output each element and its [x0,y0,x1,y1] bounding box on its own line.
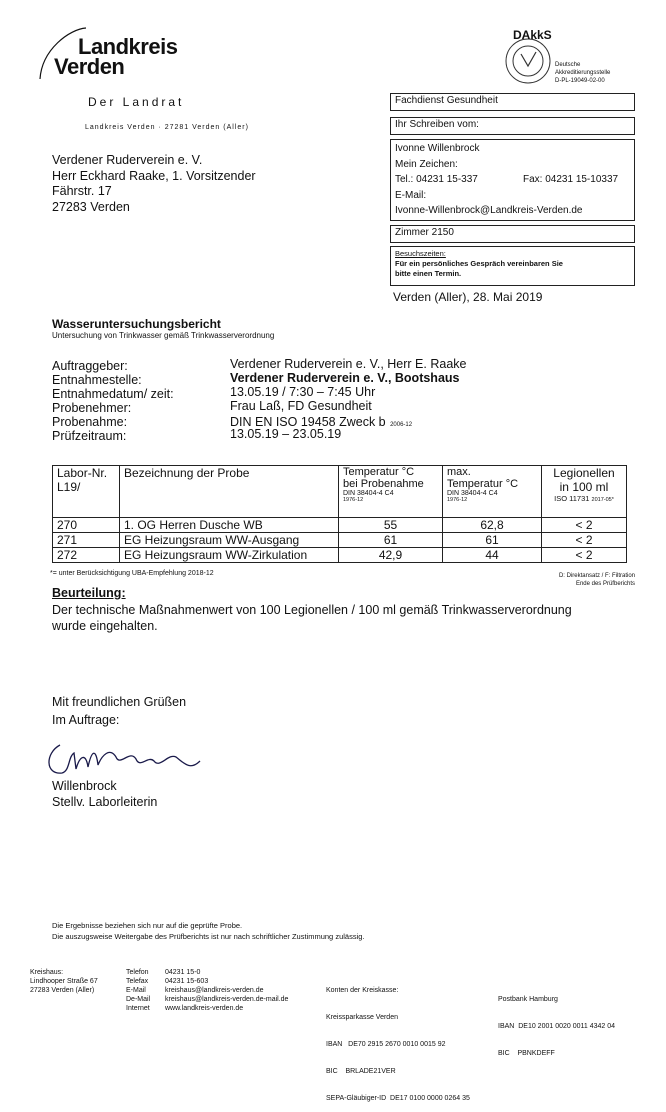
room-box [390,225,635,243]
cell-leg: < 2 [542,548,627,563]
header-max-text2: Temperatur °C [447,478,519,490]
footer-label: Internet [126,1005,150,1012]
footer-label: E-Mail [126,987,146,994]
footer-col3 [326,968,470,1112]
cell-max: 61 [443,533,542,548]
footer-col1 [30,968,98,995]
footer-line: Lindhooper Straße 67 [30,978,98,985]
report-subtitle: Untersuchung von Trinkwasser gemäß Trinkwasserverordnung [52,331,275,340]
header-max-year: 1976-12 [447,497,468,503]
field-suffix: 2006-12 [390,422,413,428]
header-leg-norm-wrap [546,494,622,503]
field-row [52,357,467,373]
table-row [53,518,627,533]
email-text: Ivonne-Willenbrock@Landkreis-Verden.de [395,205,583,216]
signer-name: Willenbrock [52,779,117,793]
footer-line: SEPA-Gläubiger-ID DE17 0100 0000 0264 35 [326,1095,470,1102]
field-value: 13.05.19 – 23.05.19 [230,427,342,441]
footer-line: BIC PBNKDEFF [498,1050,555,1057]
table-note-right1: D: Direktansatz / F: Filtration [558,573,635,579]
footer-line: Kreissparkasse Verden [326,1014,398,1021]
table-note-right2: Ende des Prüfberichts [575,581,635,587]
contact-box [390,139,635,221]
landrat-label: Der Landrat [88,95,185,109]
header-temp-text2: bei Probenahme [343,478,424,490]
footer-line: IBAN DE10 2001 0020 0011 4342 04 [498,1023,616,1030]
fax-text: Fax: 04231 15-10337 [523,174,619,185]
header-max-text1: max. [447,466,471,478]
visit-text2: bitte einen Termin. [395,269,462,278]
report-fields [52,357,467,443]
table-row [53,533,627,548]
my-sign-label: Mein Zeichen: [395,158,458,170]
logo [30,24,200,84]
field-label: Auftraggeber: [52,359,128,373]
footer-value: 04231 15-603 [165,978,209,985]
footer-line: Kreishaus: [30,969,64,976]
header-temp-text1: Temperatur °C [343,466,415,478]
field-row [52,427,342,443]
cell-desc: 1. OG Herren Dusche WB [120,518,339,533]
footer-line: Postbank Hamburg [498,996,558,1003]
header-leg-text2: in 100 ml [559,480,609,494]
results-table [52,465,627,563]
field-row [52,399,372,415]
dakks-line3: D-PL-19049-02-00 [555,78,605,84]
field-row [52,413,413,429]
sender-line: Landkreis Verden · 27281 Verden (Aller) [85,124,249,131]
recipient-address [52,153,256,215]
header-lab-nr [53,466,120,518]
footer-line: Konten der Kreiskasse: [326,987,399,994]
field-label: Entnahmestelle: [52,373,142,387]
email-label: E-Mail: [395,189,427,201]
header-temp-year: 1976-12 [343,497,364,503]
cell-temp: 42,9 [339,548,443,563]
disclaimer-line1: Die Ergebnisse beziehen sich nur auf die geprüfte Probe. [52,921,243,930]
header-temp [339,466,443,518]
dakks-name: DAkkS [513,28,552,42]
field-label: Prüfzeitraum: [52,429,127,443]
assessment-line2: wurde eingehalten. [52,619,158,633]
footer-line: BIC BRLADE21VER [326,1068,396,1075]
footer-label: Telefon [126,969,149,976]
closing-greeting: Mit freundlichen Grüßen [52,695,187,709]
header-lab-text2: L19/ [57,480,81,494]
cell-leg: < 2 [542,533,627,548]
dakks-logo [503,28,633,98]
cell-leg: < 2 [542,518,627,533]
field-label: Probenahme: [52,415,128,429]
footer-value: 04231 15-0 [165,969,201,976]
cell-temp: 55 [339,518,443,533]
visit-label: Besuchszeiten: [395,249,446,258]
contact-name: Ivonne Willenbrock [395,143,480,154]
logo-bottom-text: Verden [54,54,125,79]
your-letter-text: Ihr Schreiben vom: [395,119,479,130]
signature [40,735,210,785]
footer-col2-labels [126,968,150,1013]
recipient-line1: Verdener Ruderverein e. V. [52,153,203,167]
header-desc [120,466,339,518]
room-text: Zimmer 2150 [395,227,454,238]
header-leg-text1: Legionellen [553,466,615,480]
field-row [52,385,376,401]
header-lab-text1: Labor-Nr. [57,466,108,480]
header-temp-norm: DIN 38404-4 C4 [343,490,394,497]
cell-nr: 271 [53,533,120,548]
department-box [390,93,635,111]
closing-on-behalf: Im Auftrage: [52,713,120,727]
table-row [53,548,627,563]
cell-nr: 270 [53,518,120,533]
footer-value[interactable]: www.landkreis-verden.de [165,1005,244,1012]
header-max-norm: DIN 38404-4 C4 [447,490,498,497]
header-legionella [542,466,627,518]
field-label: Probenehmer: [52,401,132,415]
header-leg-norm: ISO 11731 [554,494,590,503]
footer-line: IBAN DE70 2915 2670 0010 0015 92 [326,1041,446,1048]
table-header-row [53,466,627,518]
cell-desc: EG Heizungsraum WW-Zirkulation [120,548,339,563]
field-row [52,371,460,387]
header-max [443,466,542,518]
department-text: Fachdienst Gesundheit [395,95,498,106]
cell-max: 44 [443,548,542,563]
cell-desc: EG Heizungsraum WW-Ausgang [120,533,339,548]
assessment-text [52,602,572,634]
recipient-line2: Herr Eckhard Raake, 1. Vorsitzender [52,168,256,183]
cell-nr: 272 [53,548,120,563]
recipient-line4: 27283 Verden [52,199,130,214]
footer-col2-values [165,968,288,1013]
recipient-line3: Fährstr. 17 [52,184,112,198]
field-label: Entnahmedatum/ zeit: [52,387,174,401]
table-note-right [520,572,635,588]
phone-row [395,172,630,188]
header-desc-text: Bezeichnung der Probe [124,466,250,480]
dakks-seal-icon [503,36,553,86]
tel-text: Tel.: 04231 15-337 [395,174,478,185]
field-value: 13.05.19 / 7:30 – 7:45 Uhr [230,385,376,399]
field-value: Verdener Ruderverein e. V., Herr E. Raake [230,357,467,371]
dakks-line2: Akkreditierungsstelle [555,70,611,76]
cell-max: 62,8 [443,518,542,533]
assessment-title: Beurteilung: [52,586,126,600]
table-note-left: *= unter Berücksichtigung UBA-Empfehlung 2018-12 [50,570,214,577]
letter-date: Verden (Aller), 28. Mai 2019 [393,290,543,304]
field-value: Frau Laß, FD Gesundheit [230,399,372,413]
footer-label: Telefax [126,978,149,985]
your-letter-box [390,117,635,135]
logo-top-text: Landkreis [78,34,178,59]
field-value: DIN EN ISO 19458 Zweck b [230,415,386,429]
field-value: Verdener Ruderverein e. V., Bootshaus [230,371,460,385]
signer-role: Stellv. Laborleiterin [52,795,158,809]
footer-line: 27283 Verden (Aller) [30,987,95,994]
footer-value[interactable]: kreishaus@landkreis-verden.de-mail.de [165,996,289,1003]
dakks-line1: Deutsche [555,62,581,68]
footer-col4 [498,977,615,1067]
visit-box [390,246,635,286]
report-title: Wasseruntersuchungsbericht [52,317,221,331]
disclaimer [52,920,365,942]
visit-text1: Für ein persönliches Gespräch vereinbaren Sie [395,259,563,268]
disclaimer-line2: Die auszugsweise Weitergabe des Prüfberichts ist nur nach schriftlicher Zustimmung zulässig. [52,932,365,941]
header-leg-year: 2017-05* [591,497,614,503]
cell-temp: 61 [339,533,443,548]
footer-value[interactable]: kreishaus@landkreis-verden.de [165,987,264,994]
footer-label: De-Mail [126,996,151,1003]
assessment-line1: Der technische Maßnahmenwert von 100 Legionellen / 100 ml gemäß Trinkwasserverordnung [52,603,572,617]
